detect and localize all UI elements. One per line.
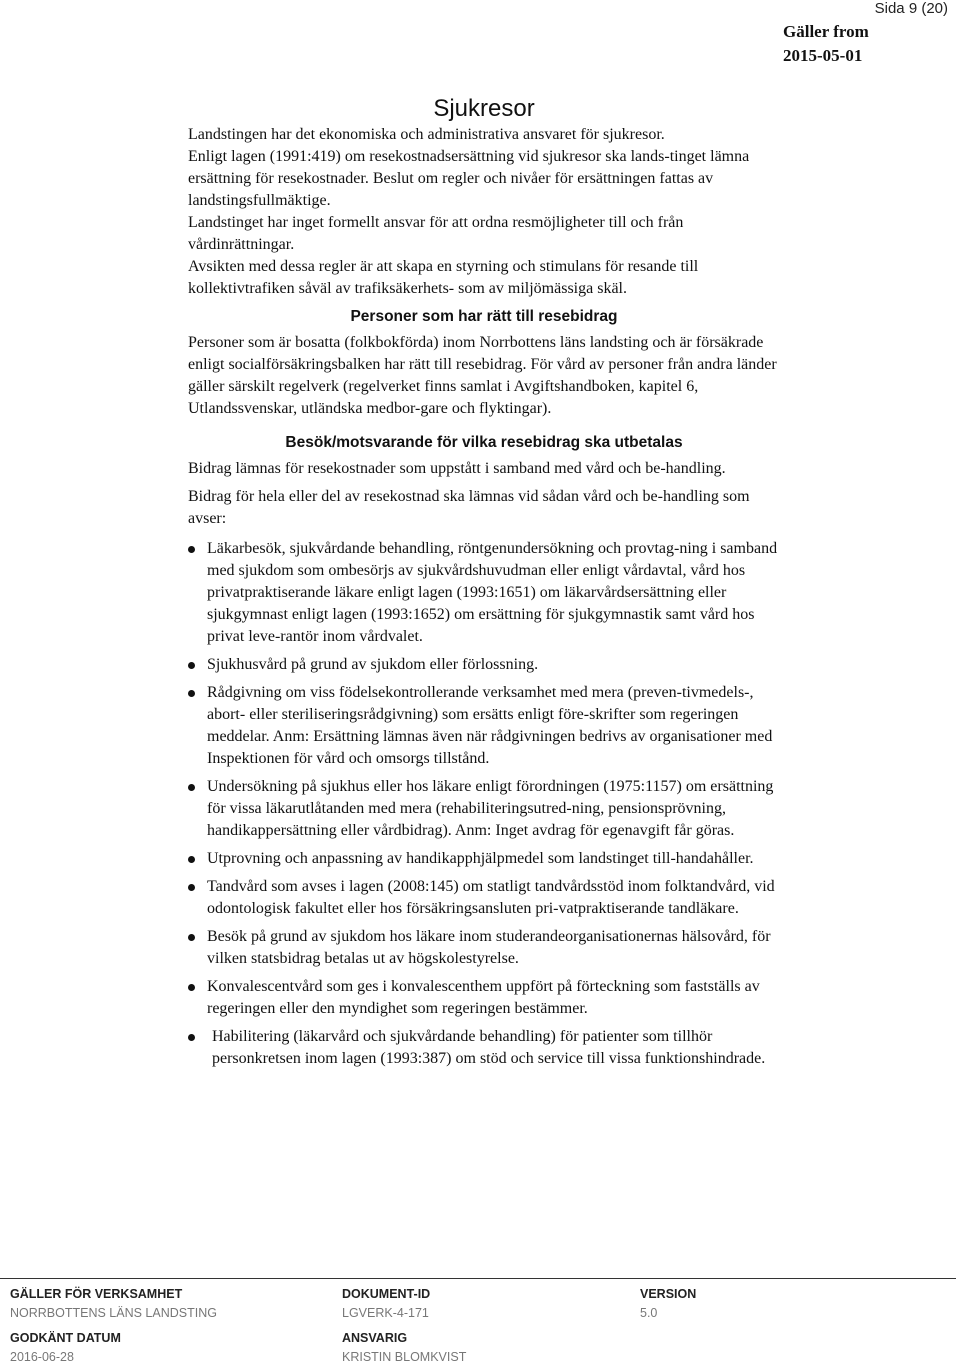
version-value: 5.0	[640, 1306, 658, 1320]
bullet-icon	[188, 690, 195, 697]
visits-paragraph: Bidrag för hela eller del av resekostnad ska lämnas vid sådan vård och be-handling som avser:	[188, 488, 750, 527]
bullet-icon	[188, 984, 195, 991]
bullet-icon	[188, 1034, 195, 1041]
visits-paragraph: Bidrag lämnas för resekostnader som uppstått i samband med vård och be-handling.	[188, 460, 726, 477]
responsible-label: ANSVARIG	[342, 1331, 408, 1345]
list-item: Rådgivning om viss födelsekontrollerande verksamhet med mera (preven-tivmedels-, abort- eller steriliseringsrådgivning) som ersätts enligt före-skrifter som regeringen meddelar. Anm: Ersättning lämnas även när rådgivningen bedrivs av organisationer med Inspektionen för vård och omsorgs tillstånd.	[188, 682, 780, 770]
page-number: Sida 9 (20)	[874, 0, 948, 17]
document-id-label: DOKUMENT-ID	[342, 1287, 431, 1301]
document-title: Sjukresor	[433, 95, 535, 122]
section-heading-eligibility: Personer som har rätt till resebidrag	[350, 308, 618, 325]
document-body	[188, 94, 780, 1076]
valid-from-label: Gäller from	[783, 22, 869, 41]
list-item: Utprovning och anpassning av handikapphjälpmedel som landstinget till-handahåller.	[188, 848, 780, 870]
applies-to-label: GÄLLER FÖR VERKSAMHET	[10, 1287, 183, 1301]
bullet-icon	[188, 662, 195, 669]
valid-from-block	[783, 20, 869, 68]
list-item: Läkarbesök, sjukvårdande behandling, röntgenundersökning och provtag-ning i samband med sjukdom som ombesörjs av sjukvårdshuvudman eller enligt vårdavtal, vård hos privatpraktiserande läkare enligt lagen (1993:1651) om läkarvårdsersättning eller sjukgymnast enligt lagen (1993:1652) om ersättning för sjukgymnastik samt vård hos privat leve-rantör inom vårdvalet.	[188, 538, 780, 648]
responsible-value: KRISTIN BLOMKVIST	[342, 1350, 467, 1364]
approved-date-value: 2016-06-28	[10, 1350, 74, 1364]
intro-paragraph: Avsikten med dessa regler är att skapa en styrning och stimulans för resande till kollektivtrafiken såväl av trafiksäkerhets- som av miljömässiga skäl.	[188, 258, 699, 297]
document-footer	[0, 1278, 960, 1363]
intro-paragraph: Enligt lagen (1991:419) om resekostnadsersättning vid sjukresor ska lands-tinget lämna ersättning för resekostnader. Beslut om regler och nivåer för ersättningen fattas av landstingsfullmäktige.	[188, 148, 750, 209]
bullet-icon	[188, 784, 195, 791]
list-item: Tandvård som avses i lagen (2008:145) om statligt tandvårdsstöd inom folktandvård, vid odontologisk fakultet eller hos försäkringsansluten pri-vatpraktiserande tandläkare.	[188, 876, 780, 920]
intro-paragraph: Landstinget har inget formellt ansvar för att ordna resmöjligheter till och från vårdinrättningar.	[188, 214, 684, 253]
bullet-icon	[188, 934, 195, 941]
bullet-icon	[188, 546, 195, 553]
list-item: Undersökning på sjukhus eller hos läkare enligt förordningen (1975:1157) om ersättning för vissa läkarutlåtanden med mera (rehabiliteringsutred-ning, pensionsprövning, handikappersättning eller vårdbidrag). Anm: Inget avdrag för egenavgift får göras.	[188, 776, 780, 842]
approved-date-label: GODKÄNT DATUM	[10, 1331, 121, 1345]
list-item: Konvalescentvård som ges i konvalescenthem uppfört på förteckning som fastställs av regeringen eller den myndighet som regeringen bestämmer.	[188, 976, 780, 1020]
list-item: Habilitering (läkarvård och sjukvårdande behandling) för patienter som tillhör personkretsen inom lagen (1993:387) om stöd och service till vissa funktionshindrade.	[188, 1026, 780, 1070]
bullet-icon	[188, 884, 195, 891]
valid-from-date: 2015-05-01	[783, 46, 863, 65]
document-id-value: LGVERK-4-171	[342, 1306, 429, 1320]
list-item: Besök på grund av sjukdom hos läkare inom studerandeorganisationernas hälsovård, för vilken statsbidrag betalas ut av högskolestyrelse.	[188, 926, 780, 970]
covered-care-list	[188, 538, 780, 1070]
list-item: Sjukhusvård på grund av sjukdom eller förlossning.	[188, 654, 780, 676]
eligibility-paragraph: Personer som är bosatta (folkbokförda) inom Norrbottens läns landsting och är försäkrade enligt socialförsäkringsbalken har rätt till resebidrag. För vård av personer från andra länder gäller särskilt regelverk (regelverket finns samlat i Avgiftshandboken, kapitel 6, Utlandssvenskar, utländska medbor-gare och flyktingar).	[188, 334, 777, 417]
footer-divider	[0, 1278, 956, 1279]
intro-paragraph: Landstingen har det ekonomiska och administrativa ansvaret för sjukresor.	[188, 126, 665, 143]
bullet-icon	[188, 856, 195, 863]
version-label: VERSION	[640, 1287, 697, 1301]
section-heading-visits: Besök/motsvarande för vilka resebidrag ska utbetalas	[285, 434, 683, 451]
applies-to-value: NORRBOTTENS LÄNS LANDSTING	[10, 1306, 217, 1320]
